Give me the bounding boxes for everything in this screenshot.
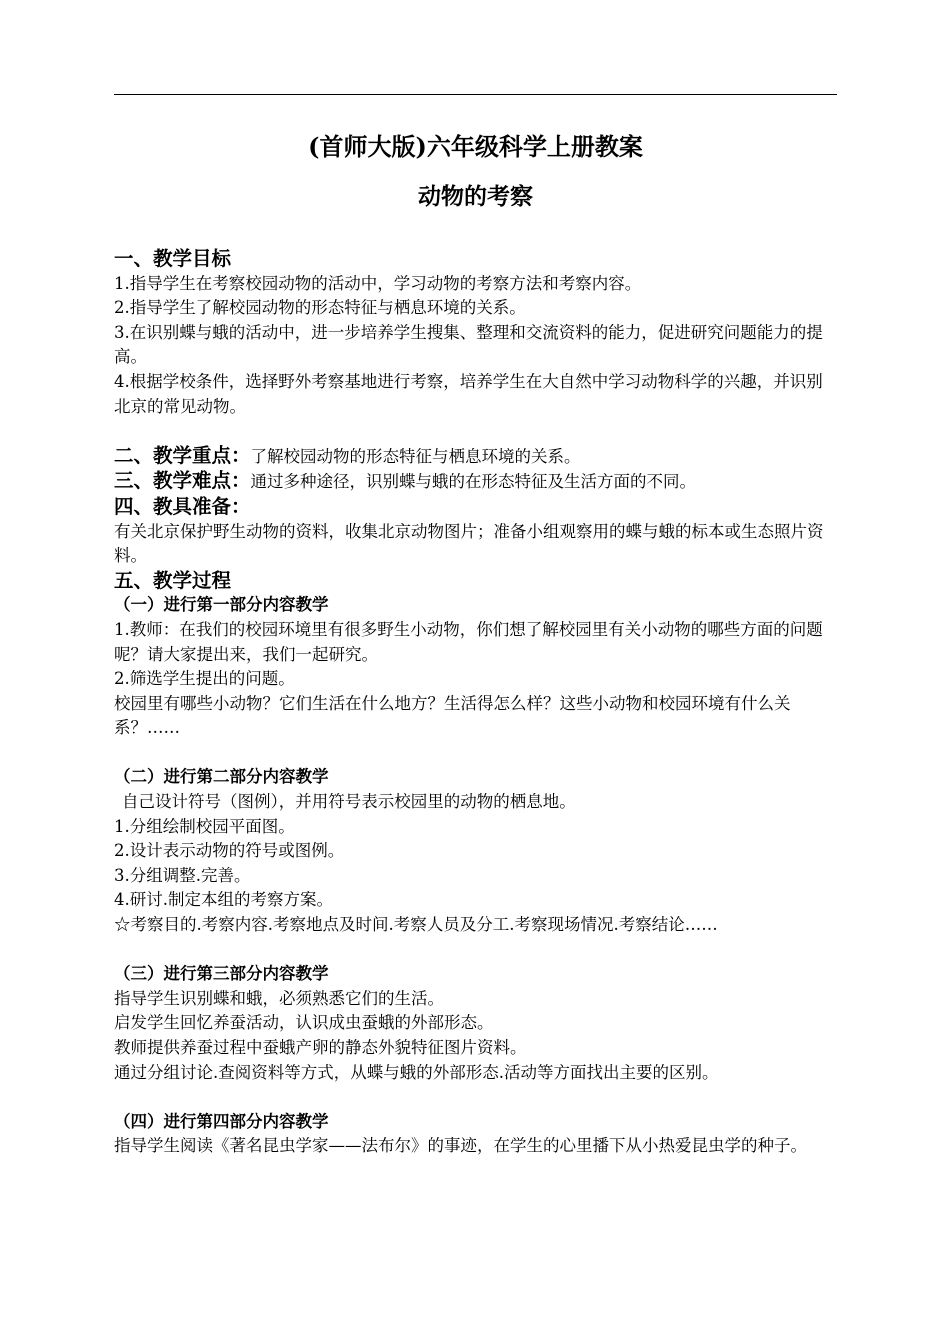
objective-item: 3.在识别蝶与蛾的活动中，进一步培养学生搜集、整理和交流资料的能力，促进研究问题能力的提高。 bbox=[114, 322, 823, 367]
document-subtitle: 动物的考察 bbox=[418, 183, 533, 210]
part4-item: 指导学生阅读《著名昆虫学家——法布尔》的事迹，在学生的心里播下从小热爱昆虫学的种子。 bbox=[114, 1136, 807, 1156]
part3-item: 指导学生识别蝶和蛾，必须熟悉它们的生活。 bbox=[114, 988, 444, 1008]
section-materials-text: 有关北京保护野生动物的资料，收集北京动物图片；准备小组观察用的蝶与蛾的标本或生态照片资料。 bbox=[114, 521, 824, 566]
part1-item: 2.筛选学生提出的问题。 bbox=[114, 669, 295, 689]
spacer bbox=[114, 419, 837, 444]
section-difficulties-text: 通过多种途径，识别蝶与蛾的在形态特征及生活方面的不同。 bbox=[250, 472, 697, 492]
part2-item: ☆考察目的.考察内容.考察地点及时间.考察人员及分工.考察现场情况.考察结论…… bbox=[114, 915, 718, 935]
part2-item: 2.设计表示动物的符号或图例。 bbox=[114, 841, 345, 861]
document-body bbox=[114, 247, 837, 1159]
document-page bbox=[114, 127, 837, 1159]
spacer bbox=[114, 1085, 837, 1110]
section-process-heading: 五、教学过程 bbox=[114, 568, 232, 592]
part2-heading: （二）进行第二部分内容教学 bbox=[114, 767, 329, 787]
part3-heading: （三）进行第三部分内容教学 bbox=[114, 964, 329, 984]
objective-item: 1.指导学生在考察校园动物的活动中，学习动物的考察方法和考察内容。 bbox=[114, 273, 642, 293]
part4-heading: （四）进行第四部分内容教学 bbox=[114, 1111, 329, 1131]
section-objectives-heading: 一、教学目标 bbox=[114, 247, 232, 270]
part3-item: 教师提供养蚕过程中蚕蛾产卵的静态外貌特征图片资料。 bbox=[114, 1038, 527, 1057]
document-title: (首师大版)六年级科学上册教案 bbox=[308, 132, 643, 161]
spacer bbox=[114, 741, 837, 766]
part2-item: 3.分组调整.完善。 bbox=[114, 865, 251, 885]
section-materials-heading: 四、教具准备： bbox=[114, 494, 251, 518]
part3-item: 启发学生回忆养蚕活动，认识成虫蚕蛾的外部形态。 bbox=[114, 1013, 494, 1033]
section-difficulties bbox=[114, 469, 837, 495]
part1-item: 校园里有哪些小动物？它们生活在什么地方？生活得怎么样？这些小动物和校园环境有什么关系？…… bbox=[114, 693, 791, 738]
section-key-points-text: 了解校园动物的形态特征与栖息环境的关系。 bbox=[250, 446, 581, 466]
part2-item: 4.研讨.制定本组的考察方案。 bbox=[114, 890, 333, 910]
header-rule bbox=[114, 94, 837, 95]
part3-item: 通过分组讨论.查阅资料等方式，从蝶与蛾的外部形态.活动等方面找出主要的区别。 bbox=[114, 1062, 719, 1082]
section-key-points-heading: 二、教学重点： bbox=[114, 443, 251, 467]
part2-item: 1.分组绘制校园平面图。 bbox=[114, 816, 295, 836]
section-key-points bbox=[114, 444, 837, 470]
section-difficulties-heading: 三、教学难点： bbox=[114, 469, 251, 493]
part1-item: 1.教师：在我们的校园环境里有很多野生小动物，你们想了解校园里有关小动物的哪些方面的问题呢？请大家提出来，我们一起研究。 bbox=[114, 619, 823, 664]
part1-heading: （一）进行第一部分内容教学 bbox=[114, 595, 329, 615]
objective-item: 2.指导学生了解校园动物的形态特征与栖息环境的关系。 bbox=[114, 298, 526, 318]
objective-item: 4.根据学校条件，选择野外考察基地进行考察，培养学生在大自然中学习动物科学的兴趣，并识别北京的常见动物。 bbox=[114, 371, 823, 416]
part2-intro: 自己设计符号（图例），并用符号表示校园里的动物的栖息地。 bbox=[122, 792, 576, 812]
spacer bbox=[114, 938, 837, 963]
